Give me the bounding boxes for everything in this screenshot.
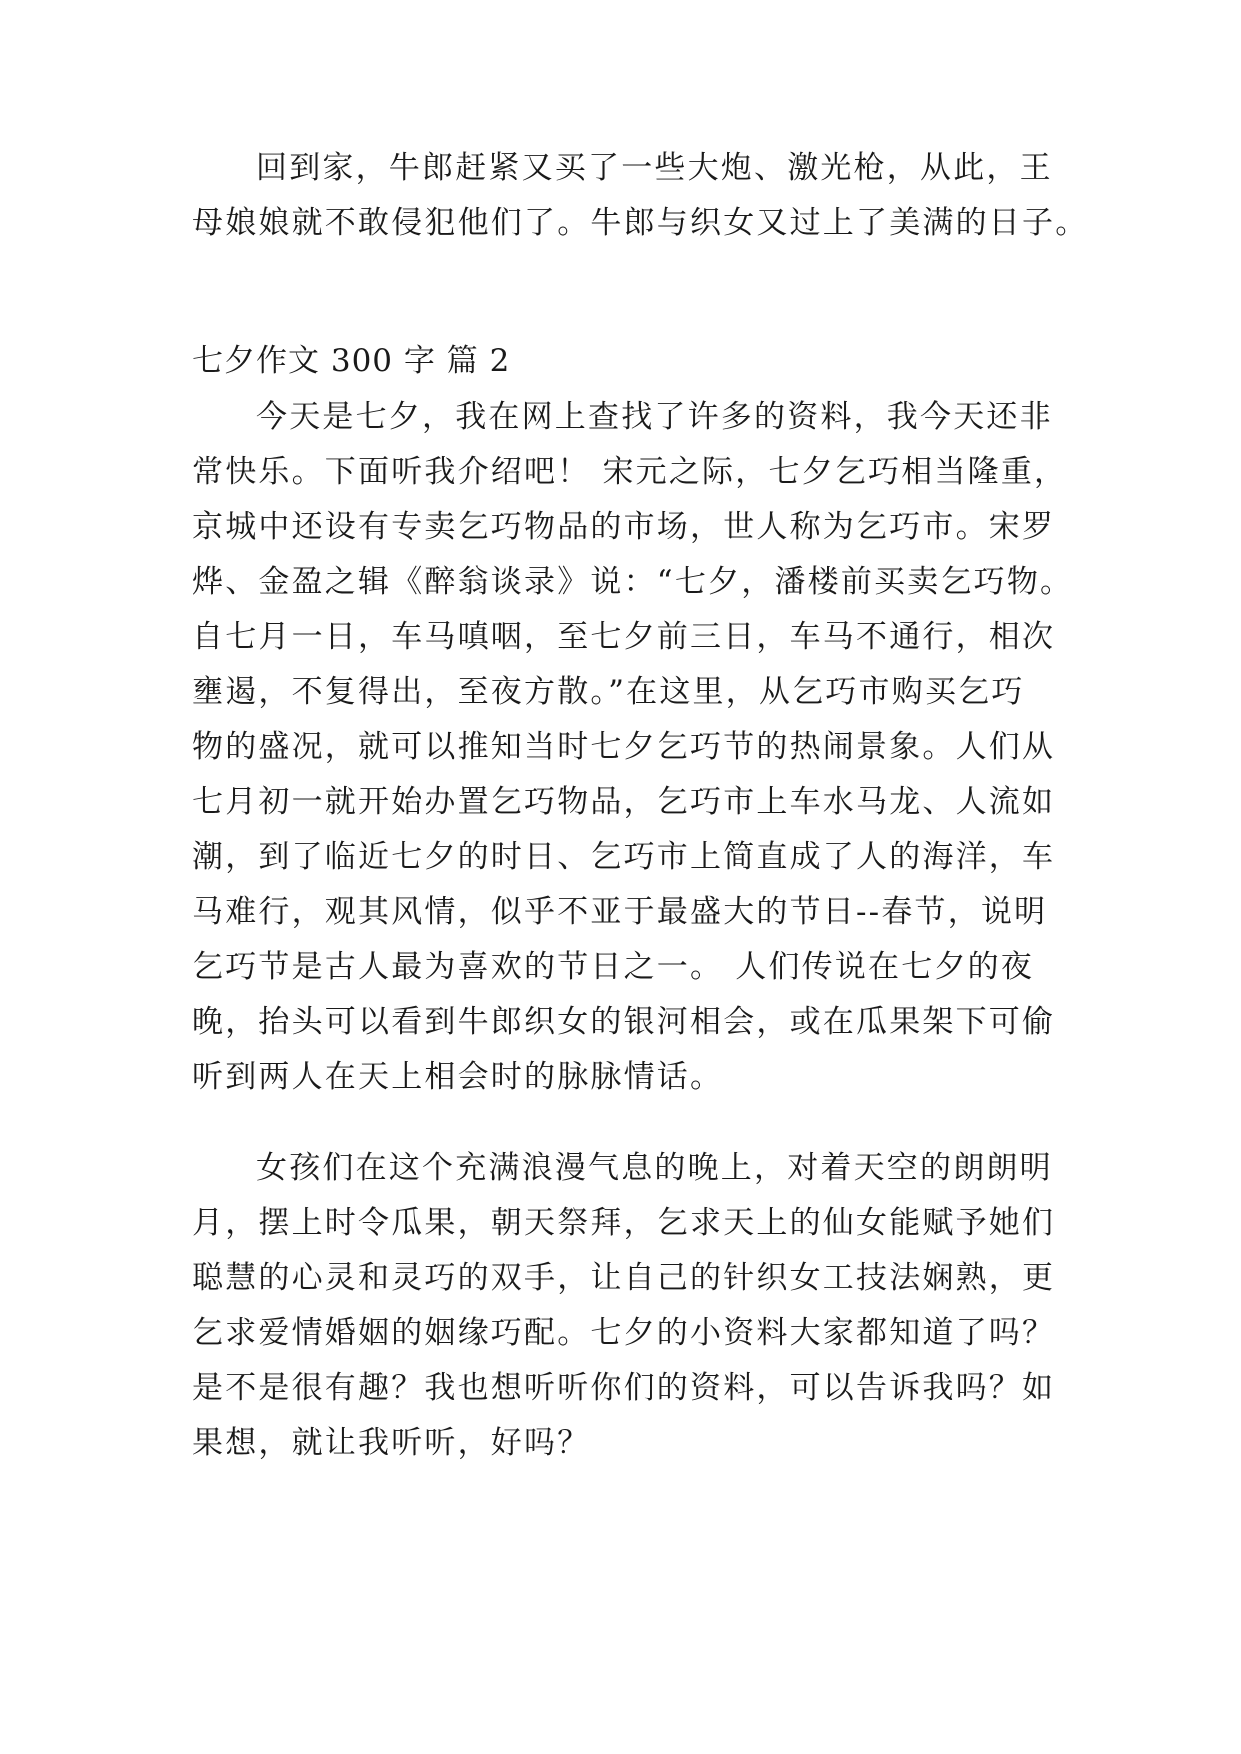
- paragraph-line: 听到两人在天上相会时的脉脉情话。: [192, 1059, 724, 1095]
- paragraph-line: 聪慧的心灵和灵巧的双手，让自己的针织女工技法娴熟，更: [192, 1260, 1056, 1296]
- paragraph-line: 烨、金盈之辑《醉翁谈录》说：“七夕，潘楼前买卖乞巧物。: [192, 564, 1074, 600]
- paragraph-line: 京城中还设有专卖乞巧物品的市场，世人称为乞巧市。宋罗: [192, 509, 1056, 545]
- paragraph-line: 自七月一日，车马嗔咽，至七夕前三日，车马不通行，相次: [192, 619, 1056, 655]
- paragraph-line: 回到家，牛郎赶紧又买了一些大炮、激光枪，从此，王: [256, 150, 1053, 186]
- paragraph-line: 乞求爱情婚姻的姻缘巧配。七夕的小资料大家都知道了吗？: [192, 1315, 1056, 1351]
- paragraph-line: 晚，抬头可以看到牛郎织女的银河相会，或在瓜果架下可偷: [192, 1004, 1056, 1040]
- paragraph-line: 母娘娘就不敢侵犯他们了。牛郎与织女又过上了美满的日子。: [192, 205, 1089, 241]
- paragraph-line: 果想，就让我听听，好吗？: [192, 1425, 591, 1461]
- paragraph-line: 今天是七夕，我在网上查找了许多的资料，我今天还非: [256, 399, 1053, 435]
- paragraph-line: 马难行，观其风情，似乎不亚于最盛大的节日--春节，说明: [192, 894, 1048, 930]
- paragraph-line: 月，摆上时令瓜果，朝天祭拜，乞求天上的仙女能赋予她们: [192, 1205, 1056, 1241]
- paragraph-line: 乞巧节是古人最为喜欢的节日之一。 人们传说在七夕的夜: [192, 949, 1035, 985]
- section-heading: 七夕作文 300 字 篇 2: [192, 343, 511, 379]
- paragraph-line: 潮，到了临近七夕的时日、乞巧市上简直成了人的海洋，车: [192, 839, 1056, 875]
- paragraph-line: 常快乐。下面听我介绍吧！ 宋元之际，七夕乞巧相当隆重，: [192, 454, 1068, 490]
- paragraph-line: 七月初一就开始办置乞巧物品，乞巧市上车水马龙、人流如: [192, 784, 1056, 820]
- paragraph-line: 壅遏，不复得出，至夜方散。”在这里，从乞巧市购买乞巧: [192, 674, 1025, 710]
- paragraph-line: 物的盛况，就可以推知当时七夕乞巧节的热闹景象。人们从: [192, 729, 1056, 765]
- paragraph-line: 女孩们在这个充满浪漫气息的晚上，对着天空的朗朗明: [256, 1150, 1053, 1186]
- paragraph-line: 是不是很有趣？我也想听听你们的资料，可以告诉我吗？如: [192, 1370, 1056, 1406]
